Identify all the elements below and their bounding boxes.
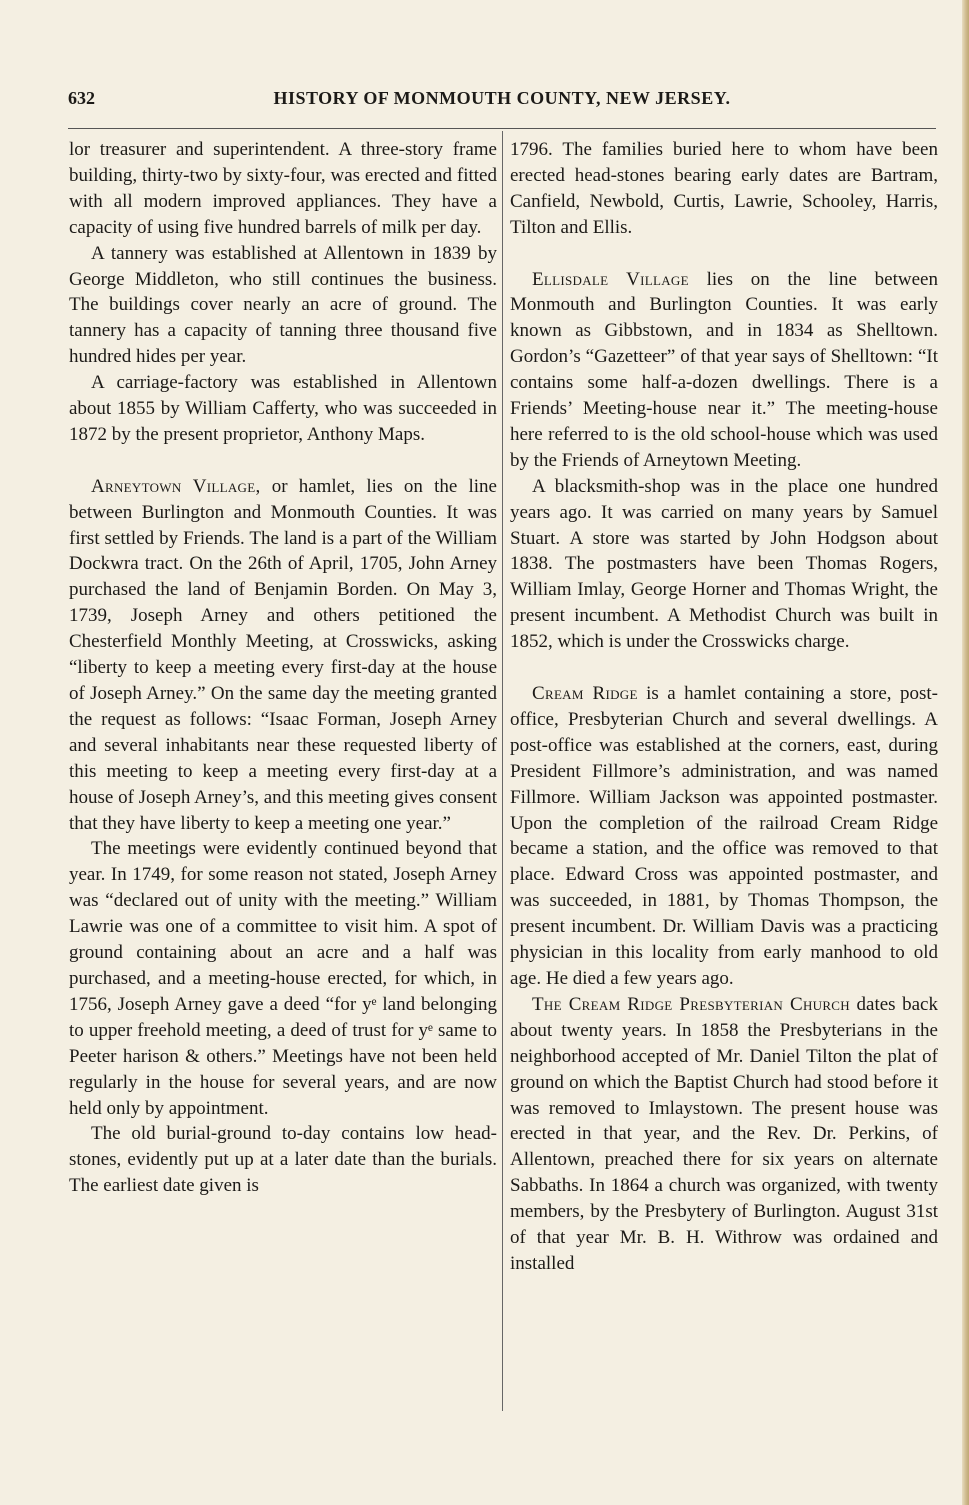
paragraph: A carriage-factory was established in Allentown about 1855 by William Cafferty, who was succeeded in 1872 by the present proprietor, Anthony Maps.	[69, 372, 497, 445]
section-heading: Cream Ridge	[532, 683, 638, 704]
paragraph: lor treasurer and superintendent. A three-story frame building, thirty-two by sixty-four, was erected and fitted with all modern improved appliances. They have a capacity of using five hundred barrels of milk per day.	[69, 139, 497, 238]
paragraph: The meetings were evidently continued beyond that year. In 1749, for some reason not stated, Joseph Arney was “declared out of unity with the meeting.” William Lawrie was one of a committee to visit him. A spot of ground containing about an acre and a half was purchased, and a meeting-house erected, for which, in 1756, Joseph Arney gave a deed “for yᵉ land belonging to upper freehold meeting, a deed of trust for yᵉ same to Peeter harison & others.” Meetings have not been held regularly in the house for several years, and are now held only by appointment.	[69, 838, 497, 1119]
right-column	[510, 137, 938, 1277]
running-title: HISTORY OF MONMOUTH COUNTY, NEW JERSEY.	[273, 88, 731, 108]
section-text: is a hamlet containing a store, post-office, Presbyterian Church and several dwellings. A post-office was established at the corners, east, during President Fillmore’s administration, and was named Fillmore. William Jackson was appointed postmaster. Upon the completion of the railroad Cream Ridge became a station, and the office was removed to that place. Edward Cross was appointed postmaster, and was succeeded, in 1881, by Thomas Thompson, the present incumbent. Dr. William Davis was a practicing physician in this locality from early manhood to old age. He died a few years ago.	[510, 683, 938, 989]
header-rule	[68, 128, 936, 129]
left-column	[69, 137, 497, 1199]
page-header	[68, 88, 936, 114]
paragraph: The old burial-ground to-day contains low head-stones, evidently put up at a later date than the burials. The earliest date given is	[69, 1123, 497, 1197]
section-text: or hamlet, lies on the line between Burlington and Monmouth Counties. It was first settled by Friends. The land is a part of the William Dockwra tract. On the 26th of April, 1705, John Arney purchased the land of Benjamin Borden. On May 3, 1739, Joseph Arney and others petitioned the Chesterfield Monthly Meeting, at Crosswicks, asking “liberty to keep a meeting every first-day at the house of Joseph Arney.” On the same day the meeting granted the request as follows: “Isaac Forman, Joseph Arney and several inhabitants near these requested liberty of this meeting to keep a meeting every first-day at a house of Joseph Arney’s, and this meeting gives consent that they have liberty to keep a meeting one year.”	[69, 475, 497, 834]
section-paragraph	[510, 992, 938, 1277]
section-paragraph	[510, 681, 938, 992]
section-text: lies on the line between Monmouth and Burlington Counties. It was early known as Gibbstown, and in 1834 as Shelltown. Gordon’s “Gazetteer” of that year says of Shelltown: “It contains some half-a-dozen dwellings. There is a Friends’ Meeting-house near it.” The meeting-house here referred to is the old school-house which was used by the Friends of Arneytown Meeting.	[510, 268, 938, 471]
section-heading: The Cream Ridge Presbyterian Church	[532, 993, 850, 1015]
paragraph: A tannery was established at Allentown in 1839 by George Middleton, who still continues the business. The buildings cover nearly an acre of ground. The tannery has a capacity of tanning three thousand five hundred hides per year.	[69, 242, 497, 368]
section-heading: Ellisdale Village	[532, 268, 689, 290]
column-divider	[502, 131, 503, 1411]
section-paragraph	[69, 474, 497, 837]
page-edge	[962, 0, 969, 1505]
section-text: dates back about twenty years. In 1858 the Presbyterians in the neighborhood accepted of Mr. Daniel Tilton the plat of ground on which the Baptist Church had stood before it was removed to Imlaystown. The present house was erected in that year, and the Rev. Dr. Perkins, of Allentown, preached there for six years on alternate Sabbaths. In 1864 a church was organized, with twenty members, by the Presbytery of Burlington. August 31st of that year Mr. B. H. Withrow was ordained and installed	[510, 993, 938, 1274]
paragraph: 1796. The families buried here to whom have been erected head-stones bearing early dates are Bartram, Canfield, Newbold, Curtis, Lawrie, Schooley, Harris, Tilton and Ellis.	[510, 139, 938, 238]
section-heading: Arneytown Village,	[91, 475, 261, 497]
paragraph: A blacksmith-shop was in the place one hundred years ago. It was carried on many years by Samuel Stuart. A store was started by John Hodgson about 1838. The postmasters have been Thomas Rogers, William Imlay, George Horner and Thomas Wright, the present incumbent. A Methodist Church was built in 1852, which is under the Crosswicks charge.	[510, 475, 938, 653]
section-paragraph	[510, 267, 938, 474]
page-number: 632	[68, 88, 95, 108]
